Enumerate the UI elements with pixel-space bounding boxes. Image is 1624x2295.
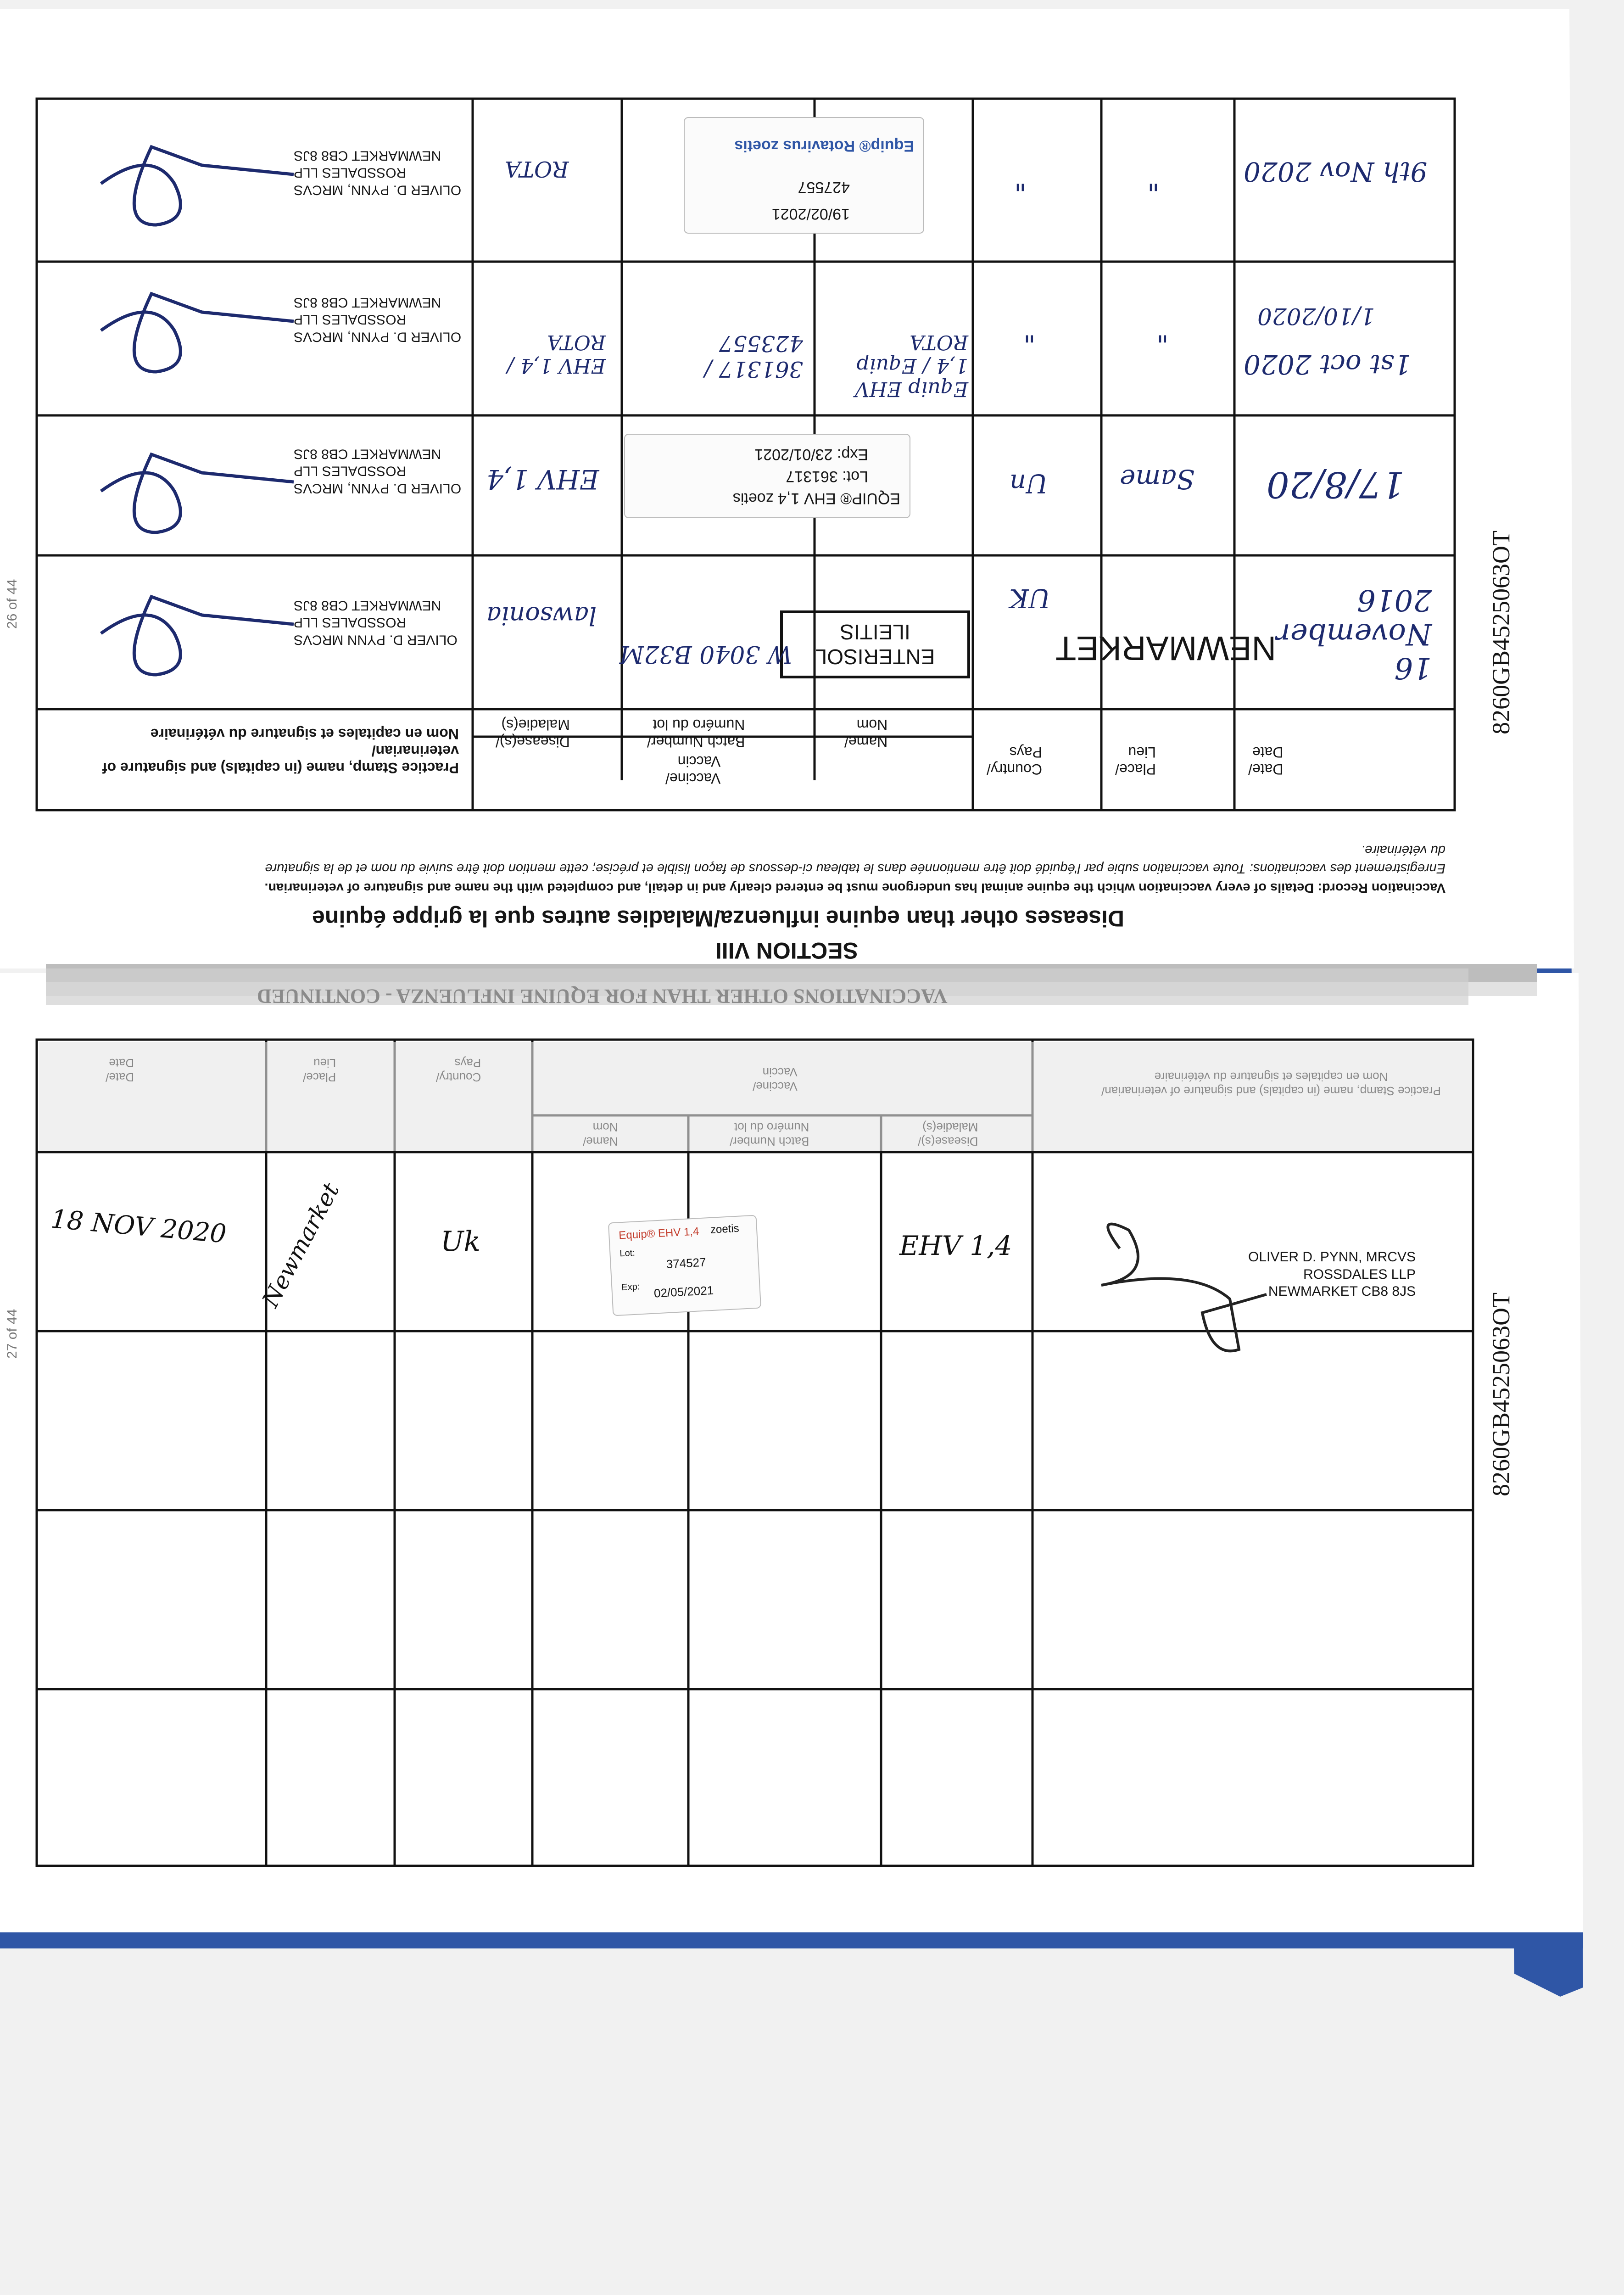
cont-batch: 374527 <box>666 1255 707 1271</box>
row1-vet-address: NEWMARKET CB8 8JS <box>294 598 441 613</box>
row1-vet-name: OLIVER D. PYNN MRCVS <box>294 632 458 648</box>
vaccination-record-fr-end: du vétérinaire. <box>1361 843 1445 857</box>
cont-header-name: Name/ Nom <box>583 1120 618 1148</box>
serial-upper: 8260GB4525063OT <box>1487 531 1515 734</box>
cont-header-batch: Batch Number/ Numéro du lot <box>730 1120 809 1148</box>
row4-place: " <box>1147 165 1160 196</box>
row2-exp: 23/01/2021 <box>754 446 833 463</box>
row3-vaccine-name: Equip EHV 1,4 / Equip ROTA <box>854 330 968 401</box>
row2-vet-stamp <box>294 445 461 497</box>
row2-lot-label: Lot: <box>842 468 868 485</box>
cont-header-practice: Practice Stamp, name (in capitals) and signature of veterinarian/ Nom en capitales et signature du vétérinaire <box>1101 1070 1441 1098</box>
header-vaccine: Vaccine/ Vaccin <box>665 753 721 787</box>
cont-vet-name: OLIVER D. PYNN, MRCVS <box>1248 1249 1416 1265</box>
header-place: Place/ Lieu <box>1115 744 1156 778</box>
cont-row-country: Uk <box>441 1226 480 1258</box>
cont-row-disease: EHV 1,4 <box>899 1230 1012 1261</box>
section-viii-heading-block <box>37 810 1455 964</box>
row4-vaccine-sticker <box>684 117 924 234</box>
row2-exp-label: Exp: <box>837 446 868 463</box>
row2-vaccine-sticker <box>624 434 910 518</box>
header-batch: Batch Number/ Numéro du lot <box>647 716 745 750</box>
header-name: Name/ Nom <box>844 716 888 750</box>
row3-vet-address: NEWMARKET CB8 8JS <box>294 295 441 310</box>
cont-vet-stamp <box>1248 1248 1416 1300</box>
row4-vaccine-name: Equip® Rotavirus zoetis <box>734 137 914 155</box>
cont-header-date: Date/ Date <box>106 1056 134 1084</box>
header-date: Date/ Date <box>1248 744 1284 778</box>
row1-vaccine-name: ENTERISOL ILEITIS <box>780 610 970 678</box>
row4-vet-firm: ROSSDALES LLP <box>294 165 407 180</box>
cont-vaccine-name: Equip® EHV 1,4 <box>618 1225 699 1242</box>
section-title: SECTION VIII <box>715 938 858 963</box>
row1-vet-stamp <box>294 597 458 649</box>
row1-country: UK <box>1010 583 1051 613</box>
page-number-bottom: 27 of 44 <box>5 1309 20 1359</box>
row2-batch: 361317 <box>786 468 838 485</box>
cont-row-date: 18 NOV 2020 <box>49 1204 228 1249</box>
passport-cover-bottom <box>0 1930 1583 1948</box>
row1-disease: lawsonia <box>486 601 597 630</box>
row2-disease: EHV 1,4 <box>486 464 599 495</box>
vaccination-record-fr: Enregistrement des vaccinations: Toute vaccination subie par l'équidé doit être mentionnée dans le tableau ci-dessous de façon lisible et précise; cette mention doit être suivie du nom et de la signature <box>265 861 1445 876</box>
row2-vet-name: OLIVER D. PYNN, MRCVS <box>294 481 462 496</box>
row4-date: 9th Nov 2020 <box>1244 156 1428 187</box>
row3-vet-stamp <box>294 294 461 346</box>
row2-vet-address: NEWMARKET CB8 8JS <box>294 446 441 462</box>
cont-lot-label: Lot: <box>619 1248 636 1259</box>
serial-lower: 8260GB4525063OT <box>1487 1293 1515 1496</box>
row3-disease: EHV 1,4 / ROTA <box>507 330 606 377</box>
row2-vet-firm: ROSSDALES LLP <box>294 464 407 479</box>
row3-vet-firm: ROSSDALES LLP <box>294 312 407 327</box>
row3-country: " <box>1023 317 1036 348</box>
cont-header-country: Country/ Pays <box>436 1056 481 1084</box>
row3-date: 1st oct 2020 <box>1244 349 1412 380</box>
row4-vet-stamp <box>294 147 461 199</box>
cont-exp: 02/05/2021 <box>653 1283 714 1300</box>
section-heading: Diseases other than equine influenza/Maladies autres que la grippe équine <box>312 906 1124 931</box>
row3-vet-name: OLIVER D. PYNN, MRCVS <box>294 329 462 345</box>
page-number-top: 26 of 44 <box>5 579 20 629</box>
row2-date: 17/8/20 <box>1267 464 1405 505</box>
row4-country: " <box>1014 165 1027 196</box>
row1-vet-firm: ROSSDALES LLP <box>294 615 407 630</box>
cont-row-place: Newmarket <box>257 1178 345 1312</box>
row4-disease: ROTA <box>505 156 569 182</box>
row2-vaccine-name: EQUIP® EHV 1,4 zoetis <box>732 490 900 507</box>
row1-place: NEWMARKET <box>1055 629 1276 667</box>
header-disease: Disease(s)/ Maladie(s) <box>496 716 570 750</box>
cont-header-disease: Disease(s)/ Maladie(s) <box>918 1120 978 1148</box>
cont-vaccine-sticker <box>608 1215 761 1316</box>
vaccination-record-en: Vaccination Record: Details of every vaccination which the equine animal has undergone must be entered clearly and in detail, and completed with the name and signature of veterinarian. <box>264 880 1445 895</box>
row3-date-extra: 1/10/2020 <box>1257 303 1375 330</box>
row2-place: Same <box>1120 464 1195 495</box>
row1-batch: W 3040 B32M <box>619 640 792 668</box>
cont-vaccine-maker: zoetis <box>710 1222 740 1236</box>
cont-vet-firm: ROSSDALES LLP <box>1303 1266 1416 1282</box>
row4-vet-name: OLIVER D. PYNN, MRCVS <box>294 182 462 198</box>
row4-batch: 427557 <box>798 179 850 196</box>
row4-exp: 19/02/2021 <box>771 205 850 223</box>
cont-exp-label: Exp: <box>621 1282 640 1293</box>
row2-country: Un <box>1010 468 1048 498</box>
continued-banner: VACCINATIONS OTHER THAN FOR EQUINE INFLUENZA - CONTINUED <box>257 985 948 1008</box>
cont-header-vaccine: Vaccine/ Vaccin <box>753 1065 798 1093</box>
row3-batch: 361317 / 423557 <box>704 330 803 382</box>
cont-vet-address: NEWMARKET CB8 8JS <box>1268 1284 1416 1299</box>
header-practice: Practice Stamp, name (in capitals) and signature of veterinarian/ Nom en capitales et signature du vétérinaire <box>102 726 459 776</box>
row3-place: " <box>1156 317 1169 348</box>
header-country: Country/ Pays <box>987 744 1042 778</box>
row1-date: 16 November 2016 <box>1276 583 1432 685</box>
cont-header-place: Place/ Lieu <box>303 1056 336 1084</box>
row4-vet-address: NEWMARKET CB8 8JS <box>294 148 441 163</box>
